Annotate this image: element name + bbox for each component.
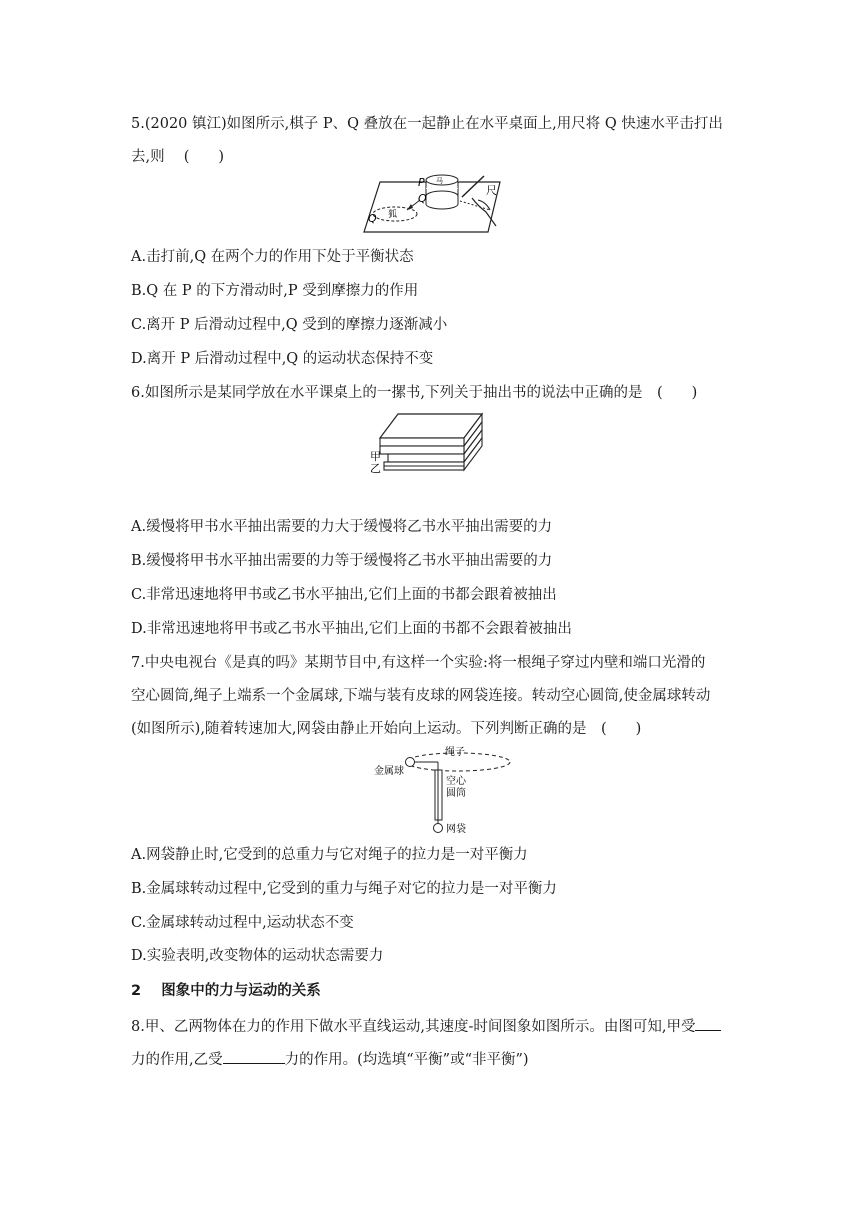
q7-option-b: B.金属球转动过程中,它受到的重力与绳子对它的拉力是一对平衡力 — [131, 881, 557, 897]
q8-stem-line2a: 力的作用,乙受 — [131, 1052, 223, 1068]
label-metal-ball: 金属球 — [374, 766, 404, 777]
q5-stem-line1: 5.(2020 镇江)如图所示,棋子 P、Q 叠放在一起静止在水平桌面上,用尺将 Q 快速水平击打出 — [131, 116, 723, 132]
q5-figure-chess-pieces — [360, 170, 510, 238]
label-tube-1: 空心 — [446, 776, 466, 787]
label-ruler: 尺 — [486, 184, 497, 197]
q6-option-d: D.非常迅速地将甲书或乙书水平抽出,它们上面的书都不会跟着被抽出 — [131, 621, 572, 637]
answer-blank-1[interactable] — [695, 1016, 721, 1031]
q8-stem-line2 — [131, 1049, 529, 1070]
chess-label-top: 马 — [436, 177, 443, 185]
q7-stem-line3: (如图所示),随着转速加大,网袋由静止开始向上运动。下列判断正确的是 ( ) — [131, 721, 642, 737]
q7-option-c: C.金属球转动过程中,运动状态不变 — [131, 915, 354, 931]
label-q2: Q — [368, 212, 377, 225]
q6-option-a: A.缓慢将甲书水平抽出需要的力大于缓慢将乙书水平抽出需要的力 — [131, 519, 553, 535]
q5-option-c: C.离开 P 后滑动过程中,Q 受到的摩擦力逐渐减小 — [131, 317, 448, 333]
net-bag — [434, 824, 443, 833]
chess-label-bottom: 狐 — [388, 210, 398, 220]
q6-stem-line1: 6.如图所示是某同学放在水平课桌上的一摞书,下列关于抽出书的说法中正确的是 ( ) — [131, 385, 698, 401]
q5-option-a: A.击打前,Q 在两个力的作用下处于平衡状态 — [131, 249, 414, 265]
label-jia: 甲 — [370, 450, 381, 463]
label-p: P — [418, 176, 425, 189]
q5-option-b: B.Q 在 P 的下方滑动时,P 受到摩擦力的作用 — [131, 283, 419, 299]
label-yi: 乙 — [370, 462, 381, 475]
answer-blank-2[interactable] — [223, 1049, 285, 1064]
q5-stem-line2: 去,则 ( ) — [131, 149, 225, 165]
q6-figure-book-stack — [370, 408, 490, 480]
label-tube-2: 圆筒 — [446, 788, 466, 799]
section-heading — [131, 981, 321, 1001]
ruler — [462, 176, 484, 197]
q6-option-c: C.非常迅速地将甲书或乙书水平抽出,它们上面的书都会跟着被抽出 — [131, 587, 557, 603]
q8-stem-line2b: 力的作用。(均选填“平衡”或“非平衡”) — [284, 1052, 529, 1068]
q7-figure-tube-experiment — [370, 744, 520, 836]
q7-option-a: A.网袋静止时,它受到的总重力与它对绳子的拉力是一对平衡力 — [131, 847, 528, 863]
section-title: 图象中的力与运动的关系 — [161, 983, 321, 999]
q6-option-b: B.缓慢将甲书水平抽出需要的力等于缓慢将乙书水平抽出需要的力 — [131, 553, 553, 569]
q5-option-d: D.离开 P 后滑动过程中,Q 的运动状态保持不变 — [131, 351, 434, 367]
q7-stem-line2: 空心圆筒,绳子上端系一个金属球,下端与装有皮球的网袋连接。转动空心圆筒,使金属球转动 — [131, 688, 711, 704]
label-q: Q — [418, 192, 427, 205]
q8-stem-line1-text: 8.甲、乙两物体在力的作用下做水平直线运动,其速度-时间图象如图所示。由图可知,甲受 — [131, 1019, 696, 1035]
q7-option-d: D.实验表明,改变物体的运动状态需要力 — [131, 948, 384, 964]
section-number: 2 — [131, 983, 142, 999]
label-rope: 绳子 — [445, 747, 465, 758]
q7-stem-line1: 7.中央电视台《是真的吗》某期节目中,有这样一个实验:将一根绳子穿过内壁和端口光滑的 — [131, 655, 706, 671]
metal-ball — [406, 758, 415, 767]
q8-stem-line1 — [131, 1016, 721, 1037]
label-net-bag: 网袋 — [446, 824, 466, 835]
